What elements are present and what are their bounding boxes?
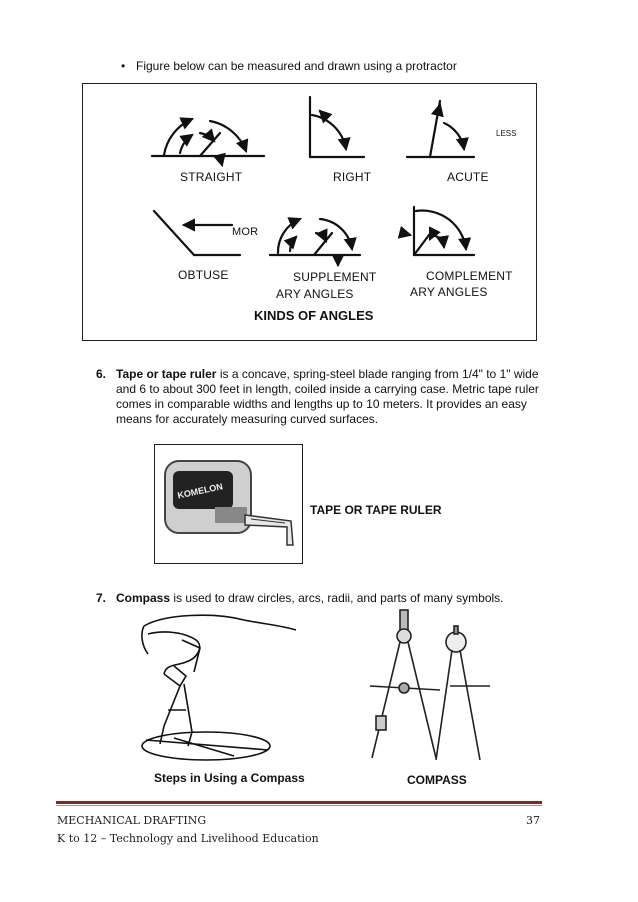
- hand-compass-drawing: [124, 610, 304, 766]
- figure-title: KINDS OF ANGLES: [254, 308, 374, 323]
- tape-ruler-caption: TAPE OR TAPE RULER: [310, 503, 442, 517]
- item-6-term: Tape or tape ruler: [116, 367, 217, 381]
- label-supplementary-2: ARY ANGLES: [276, 287, 354, 301]
- item-7-text: Compass is used to draw circles, arcs, radii, and parts of many symbols.: [116, 591, 504, 605]
- intro-text: Figure below can be measured and drawn using a protractor: [136, 59, 457, 73]
- footer-rule-thick: [56, 801, 542, 804]
- item-6-line-3: comes in comparable widths and lengths up to 10 meters. It provides an easy: [116, 397, 527, 411]
- item-6-text: [116, 367, 546, 427]
- item-6-line-1: Tape or tape ruler is a concave, spring-steel blade ranging from 1/4" to 1" wide: [116, 367, 539, 381]
- label-complementary-1: COMPLEMENT: [426, 269, 513, 283]
- label-acute: ACUTE: [447, 170, 489, 184]
- item-6-number: 6.: [96, 367, 107, 381]
- acute-angle-drawing: [407, 101, 474, 157]
- supplementary-angles-drawing: [270, 219, 360, 265]
- label-less: LESS: [496, 129, 517, 138]
- compass-caption: COMPASS: [407, 773, 467, 787]
- item-7-number: 7.: [96, 591, 107, 605]
- label-right: RIGHT: [333, 170, 372, 184]
- footer-program: K to 12 – Technology and Livelihood Education: [57, 832, 319, 845]
- obtuse-angle-drawing: [154, 211, 240, 255]
- steps-compass-caption: Steps in Using a Compass: [154, 771, 305, 785]
- complementary-angles-drawing: [402, 207, 474, 255]
- angles-drawings: [82, 83, 537, 341]
- item-7-term: Compass: [116, 591, 171, 605]
- svg-text:KOMELON: KOMELON: [176, 481, 224, 501]
- label-complementary-2: ARY ANGLES: [410, 285, 488, 299]
- straight-angle-drawing: [152, 119, 264, 165]
- label-obtuse: OBTUSE: [178, 268, 229, 282]
- page-number: 37: [526, 814, 540, 827]
- bullet-marker: •: [121, 59, 126, 73]
- item-6-line-4: means for accurately measuring curved surfaces.: [116, 412, 379, 426]
- right-angle-drawing: [310, 97, 364, 157]
- footer-rule-thin: [56, 805, 542, 806]
- label-straight: STRAIGHT: [180, 170, 243, 184]
- label-supplementary-1: SUPPLEMENT: [293, 270, 377, 284]
- footer-course-title: MECHANICAL DRAFTING: [57, 814, 207, 827]
- compass-instruments-drawing: [356, 606, 516, 768]
- label-mor: MOR: [232, 226, 259, 238]
- item-6-line-2: and 6 to about 300 feet in length, coiled inside a carrying case. Metric tape ruler: [116, 382, 539, 396]
- tape-ruler-image: [154, 444, 303, 564]
